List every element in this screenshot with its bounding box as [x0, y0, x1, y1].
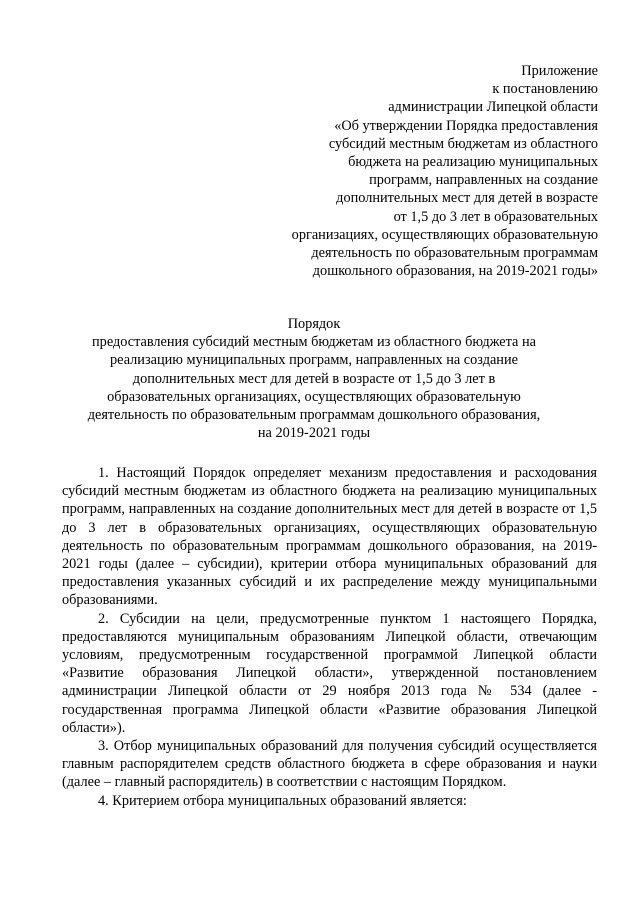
appendix-line: бюджета на реализацию муниципальных [348, 154, 598, 171]
paragraph-3: 3. Отбор муниципальных образований для получения субсидий осуществляется главным распорядителем средств областного бюджета в сфере образования и науки (далее – главный распорядитель) в соответствии с настоящим Порядком. [62, 738, 597, 791]
document-body [62, 464, 597, 810]
title-heading: Порядок [287, 316, 341, 332]
paragraph-1: 1. Настоящий Порядок определяет механизм предоставления и расходования субсидий местным бюджетам из областного бюджета на реализацию муниципальных программ, направленных на создание дополнительных мест для детей в возрасте от 1,5 до 3 лет в образовательных организациях, осуществляющих образовательную деятельность по образовательным программам дошкольного образования, на 2019-2021 годы (далее – субсидии), критерии отбора муниципальных образований для предоставления указанных субсидий и их распределение между муниципальными образованиями. [62, 465, 597, 609]
appendix-line: организациях, осуществляющих образовательную [291, 226, 598, 243]
appendix-block [238, 62, 598, 280]
title-line: реализацию муниципальных программ, направленных на создание [110, 352, 518, 369]
document-title [70, 315, 558, 442]
appendix-line: к постановлению [492, 81, 598, 98]
appendix-line: от 1,5 до 3 лет в образовательных [393, 208, 598, 225]
title-line: предоставления субсидий местным бюджетам из областного бюджета на [92, 334, 536, 351]
appendix-line: деятельность по образовательным программам [311, 245, 598, 262]
paragraph-2: 2. Субсидии на цели, предусмотренные пунктом 1 настоящего Порядка, предоставляются муниципальным образованиям Липецкой области, отвечающим условиям, предусмотренным государственной программой Липецкой области «Развитие образования Липецкой области», утвержденной постановлением администрации Липецкой области от 29 ноября 2013 года № 534 (далее - государственная программа Липецкой области «Развитие образования Липецкой области»). [62, 610, 597, 736]
appendix-line: субсидий местным бюджетам из областного [328, 135, 598, 152]
appendix-line: программ, направленных на создание [369, 172, 598, 189]
appendix-line: «Об утверждении Порядка предоставления [334, 117, 598, 134]
title-line: на 2019-2021 годы [257, 425, 371, 442]
appendix-line: дополнительных мест для детей в возрасте [336, 190, 598, 207]
title-line: деятельность по образовательным программам дошкольного образования, [87, 407, 541, 424]
appendix-line: дошкольного образования, на 2019-2021 годы» [312, 263, 598, 280]
title-line: образовательных организациях, осуществляющих образовательную [107, 388, 521, 405]
title-line: дополнительных мест для детей в возрасте от 1,5 до 3 лет в [132, 370, 496, 387]
paragraph-4: 4. Критерием отбора муниципальных образований является: [98, 792, 467, 809]
appendix-line: Приложение [521, 63, 598, 79]
appendix-line: администрации Липецкой области [388, 99, 598, 116]
